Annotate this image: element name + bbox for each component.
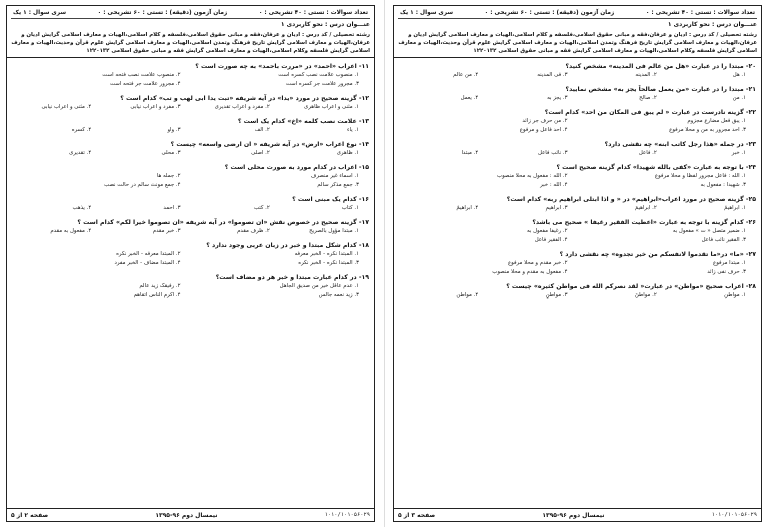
page-number: صفحه ۲ از ۵ [11,511,49,519]
question-item [12,140,369,158]
exam-header [7,6,374,58]
answer-option: ۳. خبر مقدم [152,228,181,234]
answer-option: ۳. فی المدینه [537,72,568,78]
question-text: ۱۴- نوع اعراب «ارض» در آیه شریفه « ان ارضی واسعه» چیست ؟ [170,141,369,148]
field-of-study: رشته تحصیلی / کد درس : ادیان و عرفان،فقه و مبانی حقوق اسلامی،فلسفه و کلام اسلامی،الهیات و معارف اسلامی گرایش ادیان و عرفان،الهیات و معارف اسلامی گرایش تاریخ فرهنگ وتمدن اسلامی،الهیات و معارف اسلامی گرایش علوم قرآن وحدیث،الهیات و معارف اسلامی گرایش فلسفه وکلام اسلامی،الهیات و معارف اسلامی گرایش فقه و مبانی حقوق اسلامی ۱۲۲۰۱۳۲ [398,32,757,54]
question-text: ۲۱- مبتدا را در عبارت «من یعمل صالحاً یجز به» مشخص نمایید؟ [565,86,756,93]
question-text: ۲۳- در جمله «هذا رجل کاتب ابنه» چه نقشی دارد؟ [604,141,756,148]
answer-option: ۳. یجز به [547,95,568,101]
answer-options [399,204,756,213]
question-item [12,94,369,112]
question-text: ۲۶- کدام گزینه با توجه به عبارت «اعطیت الفقیر رغیفا » صحیح می باشد؟ [532,219,756,226]
page-number: صفحه ۳ از ۵ [398,511,436,519]
answer-option: ۴. المبتدا مضاف - الخبر مفرد [114,260,181,266]
answer-option: ۱. کتاب [341,205,359,211]
question-item [12,241,369,268]
answer-option: ۴. یعمل [460,95,479,101]
answer-option: ۳. مواطنٍ [545,292,568,298]
answer-option: ۱. مبتدا مرفوع [713,260,746,266]
answer-option: ۱. یاء [346,127,359,133]
question-text: ۱۹- در کدام عبارت مبتدا و خبر هر دو مضاف است؟ [215,274,369,281]
page-footer [394,508,761,521]
question-item [399,195,756,213]
answer-option: ۲. ابراهیمَ [634,205,657,211]
answer-option: ۱. من [732,95,746,101]
answer-option: ۲. ظرف مقدم [237,228,270,234]
answer-option: ۴. من عالم [453,72,479,78]
answer-option: ۴. ابراهیمٌ [456,205,479,211]
answer-option: ۲. فاعل [638,150,657,156]
answer-option: ۴. اکرم الناس اتقاهم [133,292,181,298]
question-item [399,108,756,135]
answer-option: ۲. اصلی [251,150,270,156]
answer-options [12,103,369,112]
answer-option: ۲. الله : مفعول به محلا منصوب [497,173,568,179]
answer-option: ۳. الفقیر نائب فاعل [701,237,746,243]
question-count: تعداد سوالات : تستی : ۴۰ تشریحی : ۰ [645,10,755,16]
question-list [394,58,761,300]
question-text: ۲۷- «ما» در«ما تقدموا لانفسکم من خیر تجدوه» چه نقشی دارد ؟ [559,251,756,258]
question-item [12,195,369,213]
answer-option: ۴. مبتدا [461,150,479,156]
answer-option: ۲. منصوب علامت نصب فتحه است [102,72,181,78]
answer-option: ۴. احد فاعل و مرفوع [519,127,568,133]
answer-option: ۱. اسماء غیر منصرف [310,173,359,179]
answer-option: ۴. مفعول به مقدم [50,228,92,234]
term-label: نیمسال دوم ۹۶-۱۳۹۵ [155,511,218,519]
question-item [12,218,369,236]
question-text: ۲۰- مبتدا را در عبارت «هل من عالم فی المدینه» مشخص کنید؟ [565,63,756,70]
answer-option: ۱. الله : فاعل مجرور لفظا و محلا مرفوع [654,173,746,179]
answer-options [399,71,756,80]
answer-option: ۳. مجرور علامت جر کسره است [285,81,359,87]
answer-options [399,117,756,135]
answer-option: ۴. مجرور علامت جر فتحه است [109,81,181,87]
answer-option: ۲. الف [254,127,270,133]
question-item [399,163,756,190]
answer-option: ۴. الفقیر فاعل [534,237,568,243]
question-item [399,282,756,300]
answer-option: ۳. احد مجرور به من و محلا مرفوع [669,127,746,133]
answer-option: ۱. منصوب علامت نصب کسره است [278,72,359,78]
answer-option: ۳. نائب فاعل [537,150,568,156]
answer-option: ۳. احمد [163,205,181,211]
answer-option: ۳. جمع مذکر سالم [317,182,359,188]
answer-options [12,149,369,158]
answer-option: ۲. کتب [253,205,270,211]
question-text: ۱۲- گزینه صحیح در مورد «یدا» در آیه شریفه «تبت یدا ابی لهب و تب» کدام است ؟ [120,95,369,102]
answer-options [12,172,369,190]
question-text: ۲۴- با توجه به عبارت «کفی بالله شهیدا» کدام گزینه صحیح است ؟ [556,164,756,171]
answer-option: ۲. مفرد و اعراب تقدیری [214,104,270,110]
question-text: ۱۸- کدام شکل مبتدا و خبر در زبان عربی وجود ندارد ؟ [206,242,369,249]
answer-option: ۲. صالح [639,95,657,101]
exam-meta-row [11,8,370,19]
question-item [399,85,756,103]
question-series: سری سوال : ۱ یک [13,10,67,16]
answer-options [399,94,756,103]
answer-options [399,227,756,245]
field-of-study: رشته تحصیلی / کد درس : ادیان و عرفان،فقه و مبانی حقوق اسلامی،فلسفه و کلام اسلامی،الهیات و معارف اسلامی گرایش ادیان و عرفان،الهیات و معارف اسلامی گرایش تاریخ فرهنگ وتمدن اسلامی،الهیات و معارف اسلامی گرایش علوم قرآن وحدیث،الهیات و معارف اسلامی گرایش فلسفه وکلام اسلامی،الهیات و معارف اسلامی گرایش فقه و مبانی حقوق اسلامی ۱۲۲۰۱۳۲ [11,32,370,54]
answer-option: ۲. رغیفا مفعول به [527,228,568,234]
answer-options [399,291,756,300]
term-label: نیمسال دوم ۹۶-۱۳۹۵ [542,511,605,519]
answer-option: ۲. مواطنَ [634,292,657,298]
answer-option: ۱. ابراهیمُ [724,205,746,211]
answer-option: ۴. جمع مونث سالم در حالت نصب [104,182,181,188]
answer-option: ۳. محلی [161,150,181,156]
course-title: عنـــوان درس : نحو کاربردی ۱ [667,21,757,28]
answer-option: ۱. مثنی و اعراب ظاهری [304,104,359,110]
answer-option: ۳. ابراهیمِ [545,205,568,211]
exam-code: ۱۰۱۰/۱۰۱۰۵۶۰۲۹ [324,512,370,518]
question-item [399,140,756,158]
exam-header [394,6,761,58]
question-text: ۱۶- کدام یک مبنی است ؟ [292,196,369,203]
answer-option: ۳. واو [167,127,181,133]
page-gap [384,0,385,527]
answer-option: ۱. یبق فعل مضارع مجزوم [687,118,746,124]
answer-options [12,282,369,300]
question-text: ۱۳- علامت نصب کلمه «اخ» کدام یک است ؟ [237,118,369,125]
answer-option: ۱. هل [732,72,746,78]
answer-options [399,259,756,277]
exam-page-2 [6,5,375,522]
answer-options [12,126,369,135]
answer-option: ۳. حرف نفی زائد [707,269,746,275]
answer-option: ۱. عدم عاقل خیر من صدیق الجاهل [279,283,359,289]
answer-option: ۳. المبتدا نکره - الخبر نکره [298,260,359,266]
answer-option: ۴. الله : خبر [540,182,568,188]
course-title: عنـــوان درس : نحو کاربردی ۱ [280,21,370,28]
answer-option: ۴. مثنی و اعراب نیابی [41,104,92,110]
answer-options [12,250,369,268]
question-item [12,163,369,190]
page-footer [7,508,374,521]
question-item [399,250,756,277]
question-series: سری سوال : ۱ یک [400,10,454,16]
question-item [399,218,756,245]
answer-option: ۱. مبتدا مؤول بالصریح [309,228,359,234]
question-text: ۲۸- اعراب صحیح «مواطن» در عبارت« لقد نصرکم الله فی مواطن کثیره» چیست ؟ [506,283,756,290]
answer-options [399,149,756,158]
answer-option: ۳. شهیدا : مفعول به [700,182,746,188]
answer-option: ۴. مواطن [456,292,479,298]
answer-option: ۱. مواطنِ [724,292,746,298]
answer-option: ۳. مفرد و اعراب نیابی [130,104,181,110]
answer-option: ۴. تقدیری [69,150,92,156]
exam-meta-row [398,8,757,19]
exam-time: زمان آزمون (دقیقه) : تستی : ۶۰ تشریحی : ۰ [97,10,228,16]
answer-option: ۱. ضمیر متصل « ت » مفعول به [672,228,746,234]
question-count: تعداد سوالات : تستی : ۴۰ تشریحی : ۰ [258,10,368,16]
answer-option: ۱. خبر [731,150,746,156]
answer-option: ۲. جمله ها [156,173,181,179]
answer-option: ۴. یذهب [72,205,92,211]
question-item [12,117,369,135]
question-text: ۲۲- گزینه نادرست در عبارت « لم یبق فی المکان من احد» کدام است؟ [544,109,756,116]
question-text: ۲۵- گزینه صحیح در مورد اعراب«ابراهیم» در « و اذا ابتلی ابراهیم ربه» کدام است؟ [506,196,756,203]
answer-options [12,71,369,89]
answer-option: ۱. المبتدا نکره - الخبر معرفه [294,251,359,257]
answer-options [12,204,369,213]
question-item [12,273,369,300]
exam-page-3 [393,5,762,522]
answer-option: ۴. کسره [71,127,92,133]
answer-option: ۲. رفیقک زید عالم [139,283,181,289]
answer-options [12,227,369,236]
question-list [7,58,374,300]
question-text: ۱۱- اعراب «احمد» در «مررت باحمد» به چه صورت است ؟ [195,63,369,70]
answer-option: ۲. من حرف جر زائد [522,118,568,124]
answer-option: ۴. مفعول به مقدم و محلا منصوب [492,269,568,275]
answer-option: ۱. ظاهری [336,150,359,156]
answer-options [399,172,756,190]
answer-option: ۲. المبتدا معرفه - الخبر نکره [116,251,181,257]
question-text: ۱۵- اعراب در کدام مورد به صورت محلی است ؟ [224,164,369,171]
question-item [12,62,369,89]
exam-time: زمان آزمون (دقیقه) : تستی : ۶۰ تشریحی : ۰ [484,10,615,16]
question-item [399,62,756,80]
answer-option: ۳. زید نعمه جالس [318,292,359,298]
exam-code: ۱۰۱۰/۱۰۱۰۵۶۰۲۹ [711,512,757,518]
answer-option: ۲. خبر مقدم و محلا مرفوع [507,260,568,266]
answer-option: ۲. المدینه [635,72,657,78]
question-text: ۱۷- گزینه صحیح در خصوص نقش «ان تصوموا» در آیه شریفه «ان تصوموا خیرا لکم» کدام است ؟ [77,219,369,226]
